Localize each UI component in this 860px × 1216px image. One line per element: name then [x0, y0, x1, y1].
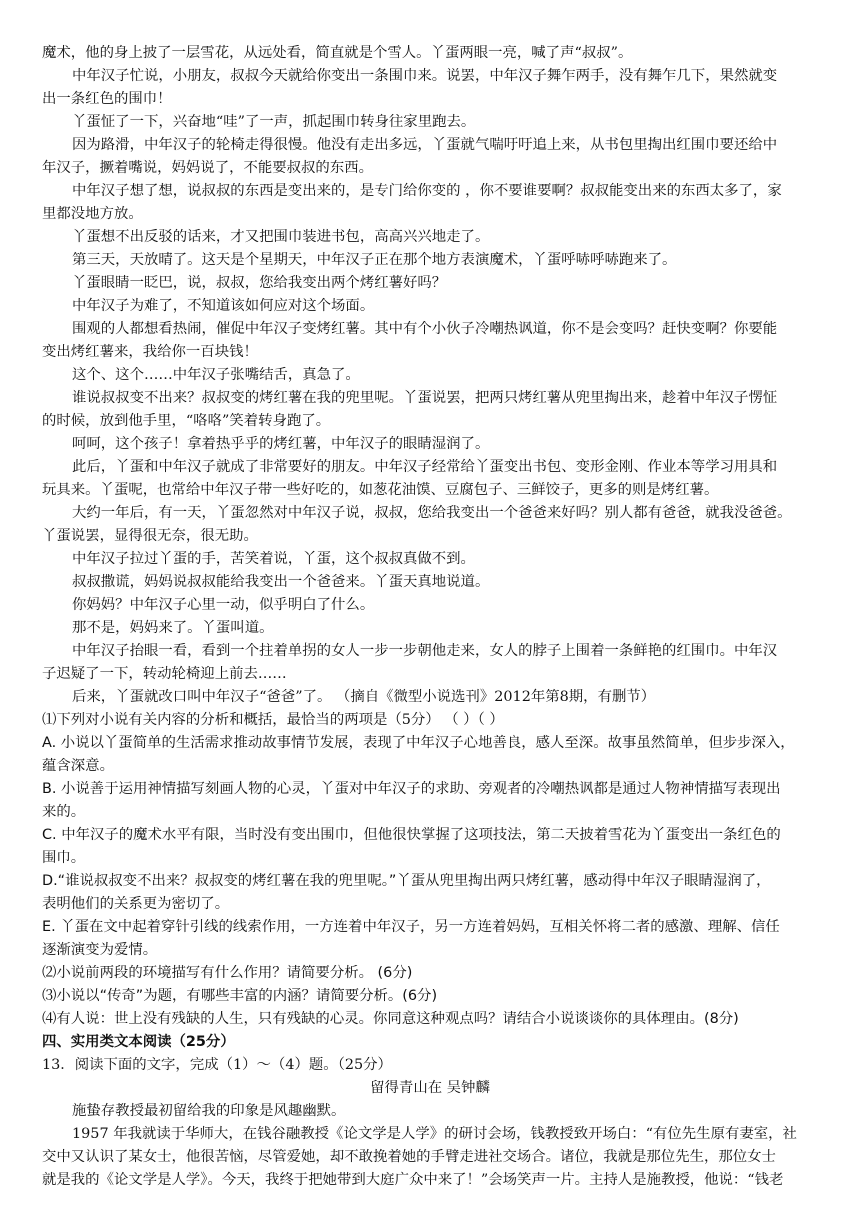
question-3: ⑶小说以“传奇”为题，有哪些丰富的内涵？请简要分析。(6分)	[42, 988, 438, 1004]
option-e: E. 丫蛋在文中起着穿针引线的线索作用，一方连着中年汉子，另一方连着妈妈，互相关怀将二者的感激、理解、信任	[42, 919, 780, 935]
question-2: ⑵小说前两段的环境描写有什么作用？请简要分析。 (6分)	[42, 965, 413, 981]
text-line: 中年汉子抬眼一看，看到一个拄着单拐的女人一步一步朝他走来，女人的脖子上围着一条鲜艳的红围巾。中年汉	[72, 643, 778, 659]
text-line: 叔叔撒谎，妈妈说叔叔能给我变出一个爸爸来。丫蛋天真地说道。	[72, 574, 490, 590]
text-line: 谁说叔叔变不出来？叔叔变的烤红薯在我的兜里呢。丫蛋说罢，把两只烤红薯从兜里掏出来，趁着中年汉子愣怔	[72, 390, 778, 406]
text-line: 里都没地方放。	[42, 206, 143, 222]
question-1: ⑴下列对小说有关内容的分析和概括，最恰当的两项是（5分） （ ）（ ）	[42, 712, 504, 728]
option-a-cont: 蕴含深意。	[42, 758, 114, 774]
text-line: 的时候，放到他手里，“咯咯”笑着转身跑了。	[42, 413, 331, 429]
option-a: A. 小说以丫蛋简单的生活需求推动故事情节发展，表现了中年汉子心地善良，感人至深。故事虽然简单，但步步深入，	[42, 735, 795, 751]
text-line: 中年汉子想了想，说叔叔的东西是变出来的，是专门给你变的 ，你不要谁要啊？叔叔能变出来的东西太多了，家	[72, 183, 782, 199]
text-line: 那不是，妈妈来了。丫蛋叫道。	[72, 620, 274, 636]
text-line: 施蛰存教授最初留给我的印象是风趣幽默。	[72, 1103, 346, 1119]
text-line: 大约一年后，有一天，丫蛋忽然对中年汉子说，叔叔，您给我变出一个爸爸来好吗？别人都有爸爸，就我没爸爸。	[72, 505, 792, 521]
text-line: 交中又认识了某女士，他很苦恼，尽管爱她，却不敢挽着她的手臂走进社交场合。诸位，我就是那位先生，那位女士	[42, 1149, 776, 1165]
option-e-cont: 逐渐演变为爱情。	[42, 942, 158, 958]
text-line: 丫蛋说罢，显得很无奈，很无助。	[42, 528, 258, 544]
text-line: 中年汉子忙说，小朋友，叔叔今天就给你变出一条围巾来。说罢，中年汉子舞乍两手，没有舞乍几下，果然就变	[72, 68, 778, 84]
text-line: 第三天，天放晴了。这天是个星期天，中年汉子正在那个地方表演魔术，丫蛋呼哧呼哧跑来了。	[72, 252, 677, 268]
text-line: 呵呵，这个孩子！拿着热乎乎的烤红薯，中年汉子的眼睛湿润了。	[72, 436, 490, 452]
question-13: 13．阅读下面的文字，完成（1）～（4）题。（25分）	[42, 1057, 392, 1073]
option-c-cont: 围巾。	[42, 850, 86, 866]
text-line: 丫蛋想不出反驳的话来，才又把围巾装进书包，高高兴兴地走了。	[72, 229, 490, 245]
text-line: 后来，丫蛋就改口叫中年汉子“爸爸”了。 （摘自《微型小说选刊》2012年第8期，有删节）	[72, 689, 656, 705]
text-line: 年汉子，撅着嘴说，妈妈说了，不能要叔叔的东西。	[42, 160, 373, 176]
text-line: 此后，丫蛋和中年汉子就成了非常要好的朋友。中年汉子经常给丫蛋变出书包、变形金刚、作业本等学习用具和	[72, 459, 778, 475]
text-line: 中年汉子为难了，不知道该如何应对这个场面。	[72, 298, 375, 314]
question-4: ⑷有人说：世上没有残缺的人生，只有残缺的心灵。你同意这种观点吗？请结合小说谈谈你的具体理由。(8分)	[42, 1011, 739, 1027]
text-line: 丫蛋怔了一下，兴奋地“哇”了一声，抓起围巾转身往家里跑去。	[72, 114, 476, 130]
option-b: B. 小说善于运用神情描写刻画人物的心灵，丫蛋对中年汉子的求助、旁观者的冷嘲热讽都是通过人物神情描写表现出	[42, 781, 781, 797]
option-d: D.“谁说叔叔变不出来？叔叔变的烤红薯在我的兜里呢。”丫蛋从兜里掏出两只烤红薯，感动得中年汉子眼睛湿润了，	[42, 873, 771, 889]
text-line: 围观的人都想看热闹，催促中年汉子变烤红薯。其中有个小伙子冷嘲热讽道，你不是会变吗？赶快变啊？你要能	[72, 321, 778, 337]
text-line: 丫蛋眼睛一眨巴，说，叔叔，您给我变出两个烤红薯好吗？	[72, 275, 447, 291]
text-line: 魔术，他的身上披了一层雪花，从远处看，简直就是个雪人。丫蛋两眼一亮，喊了声“叔叔”。	[42, 45, 633, 61]
text-line: 子迟疑了一下，转动轮椅迎上前去……	[42, 666, 287, 682]
text-line: 1957 年我就读于华师大，在钱谷融教授《论文学是人学》的研讨会场，钱教授致开场白：“有位先生原有妻室，社	[72, 1126, 797, 1142]
article-title: 留得青山在 吴钟麟	[370, 1080, 490, 1096]
text-line: 你妈妈？中年汉子心里一动，似乎明白了什么。	[72, 597, 375, 613]
text-line: 中年汉子拉过丫蛋的手，苦笑着说，丫蛋，这个叔叔真做不到。	[72, 551, 475, 567]
text-line: 就是我的《论文学是人学》。今天，我终于把她带到大庭广众中来了！”会场笑声一片。主持人是施教授，他说：“钱老	[42, 1172, 784, 1188]
option-d-cont: 表明他们的关系更为密切了。	[42, 896, 230, 912]
text-line: 这个、这个……中年汉子张嘴结舌，真急了。	[72, 367, 360, 383]
text-line: 玩具来。丫蛋呢，也常给中年汉子带一些好吃的，如葱花油馍、豆腐包子、三鲜饺子，更多的则是烤红薯。	[42, 482, 719, 498]
option-c: C. 中年汉子的魔术水平有限，当时没有变出围巾，但他很快掌握了这项技法，第二天披着雪花为丫蛋变出一条红色的	[42, 827, 781, 843]
text-line: 因为路滑，中年汉子的轮椅走得很慢。他没有走出多远，丫蛋就气喘吁吁追上来，从书包里掏出红围巾要还给中	[72, 137, 778, 153]
text-line: 出一条红色的围巾！	[42, 91, 172, 107]
section-heading: 四、实用类文本阅读（25分）	[42, 1034, 235, 1050]
option-b-cont: 来的。	[42, 804, 86, 820]
text-line: 变出烤红薯来，我给你一百块钱！	[42, 344, 258, 360]
